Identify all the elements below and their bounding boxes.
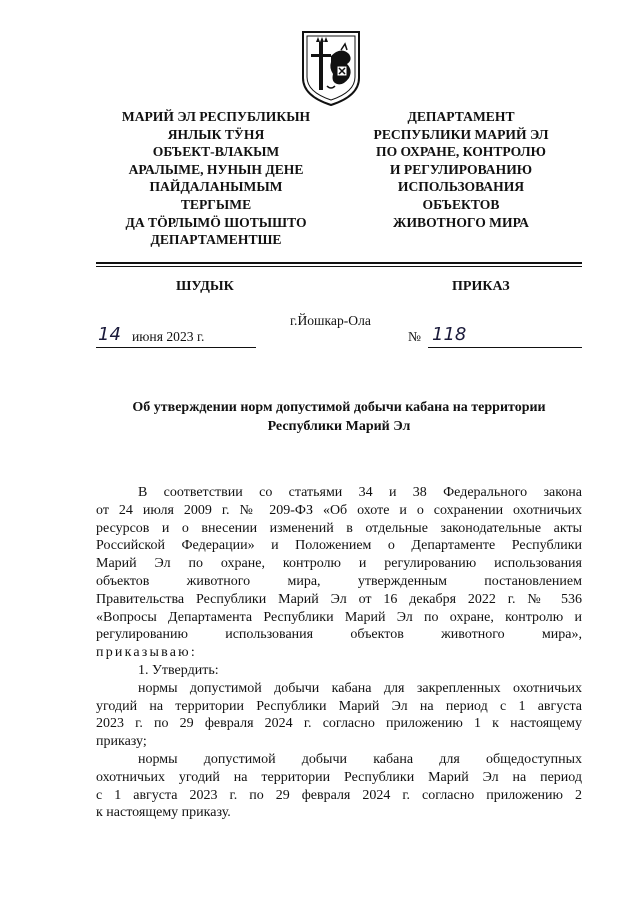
header-left-line: ТЕРГЫМЕ (180, 196, 252, 212)
document-body (96, 484, 582, 822)
body-line: нормы допустимой добычи кабана для закрепленных охотничьих (138, 680, 582, 696)
body-line: приказу; (96, 734, 147, 750)
number-sign: № (408, 329, 421, 344)
body-line: объектов животного мира, утвержденным постановлением (96, 573, 582, 589)
header-right-russian (346, 108, 576, 231)
header-divider-thin (96, 266, 582, 267)
header-left-line: ДА ТӦРЛЫМӦ ШОТЫШТО (125, 214, 307, 230)
title-line: Республики Марий Эл (267, 419, 411, 434)
doc-type-russian: ПРИКАЗ (452, 279, 510, 294)
date-day-handwritten: 14 (98, 324, 121, 345)
body-line: угодий на территории Республики Марий Эл на период с 1 августа (96, 698, 582, 714)
body-line: к настоящему приказу. (96, 805, 231, 821)
header-right-line: РЕСПУБЛИКИ МАРИЙ ЭЛ (373, 126, 549, 142)
body-line: В соответствии со статьями 34 и 38 Федерального закона (138, 485, 582, 500)
header-left-line: ПАЙДАЛАНЫМЫМ (149, 179, 283, 195)
body-line: Марий Эл по охране, контролю и регулированию использования (96, 556, 582, 572)
body-line: 2023 г. по 29 февраля 2024 г. согласно приложению 1 к настоящему (96, 716, 582, 732)
body-line: нормы допустимой добычи кабана для общедоступных (138, 751, 582, 767)
body-line-decree: приказываю: (96, 645, 197, 661)
order-number-field (408, 324, 582, 347)
header-left-line: ОБЪЕКТ-ВЛАКЫМ (152, 144, 280, 160)
header-right-line: ОБЪЕКТОВ (422, 196, 500, 212)
header-right-line: ДЕПАРТАМЕНТ (407, 109, 515, 124)
body-line: охотничьих угодий на территории Республики Марий Эл на период (96, 769, 582, 785)
header-right-line: И РЕГУЛИРОВАНИЮ (389, 161, 533, 177)
coat-of-arms-emblem (297, 28, 365, 108)
body-line-item: 1. Утвердить: (138, 662, 219, 678)
header-divider-thick (96, 262, 582, 264)
header-right-line: ЖИВОТНОГО МИРА (393, 214, 529, 230)
title-line: Об утверждении норм допустимой добычи кабана на территории (132, 400, 546, 415)
date-month-year: июня 2023 г. (132, 329, 205, 344)
body-line: ресурсов и о внесении изменений в отдельные законодательные акты (96, 520, 582, 536)
body-line: с 1 августа 2023 г. по 29 февраля 2024 г. согласно приложению 2 (96, 787, 582, 803)
city-name: г.Йошкар-Ола (290, 313, 371, 328)
body-line: Правительства Республики Марий Эл от 16 декабря 2022 г. № 536 (96, 591, 582, 607)
header-right-line: ИСПОЛЬЗОВАНИЯ (397, 179, 525, 195)
doc-type-marii: ШУДЫК (176, 279, 234, 294)
header-left-line: ЯНЛЫК ТӰНЯ (167, 126, 265, 142)
number-underline (428, 324, 582, 348)
header-left-line: АРАЛЫМЕ, НУНЫН ДЕНЕ (128, 161, 304, 177)
order-number-handwritten: 118 (432, 324, 467, 345)
body-line: «Вопросы Департамента Республики Марий Эл по охране, контролю и (96, 609, 582, 625)
header-left-line: МАРИЙ ЭЛ РЕСПУБЛИКЫН (121, 109, 311, 124)
header-left-marii (96, 108, 336, 249)
header-left-line: ДЕПАРТАМЕНТШЕ (150, 232, 282, 248)
body-line: Российской Федерации» и Положением о Департаменте Республики (96, 538, 582, 554)
document-title (96, 398, 582, 436)
body-line: регулированию использования объектов животного мира», (96, 627, 582, 643)
body-line: от 24 июля 2009 г. № 209-ФЗ «Об охоте и о сохранении охотничьих (96, 502, 582, 518)
date-field (96, 324, 256, 348)
header-right-line: ПО ОХРАНЕ, КОНТРОЛЮ (376, 144, 546, 160)
